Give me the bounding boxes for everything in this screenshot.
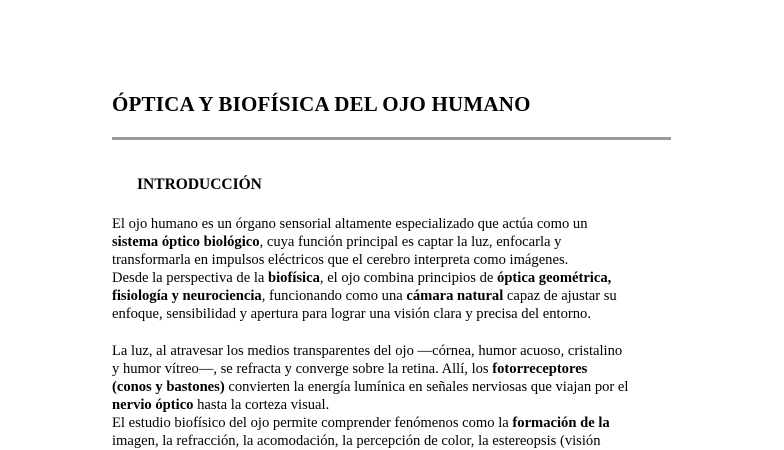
text-line: [112, 396, 692, 414]
text-line: [112, 287, 692, 305]
text-line: [112, 215, 692, 233]
paragraph-intro: [112, 215, 692, 323]
text-line: [112, 360, 692, 378]
text-line: [112, 305, 692, 323]
bold-term: biofísica: [268, 270, 320, 286]
bold-term: formación de la: [512, 415, 610, 431]
text-span: La luz, al atravesar los medios transparentes del ojo —córnea, humor acuoso, cristalino: [112, 343, 623, 359]
text-span: El estudio biofísico del ojo permite comprender fenómenos como la: [112, 415, 513, 431]
text-span: y humor vítreo—, se refracta y converge sobre la retina. Allí, los: [112, 361, 493, 377]
text-span: enfoque, sensibilidad y apertura para lograr una visión clara y precisa del entorno.: [112, 306, 591, 322]
text-line: [112, 432, 692, 450]
text-span: hasta la corteza visual.: [193, 397, 330, 413]
text-span: capaz de ajustar su: [503, 288, 617, 304]
bold-term: ,: [607, 270, 612, 286]
text-line: [112, 342, 692, 360]
paragraph-light: [112, 342, 692, 450]
title-divider: [112, 137, 671, 140]
text-line: [112, 233, 692, 251]
text-span: , el ojo combina principios de: [319, 270, 498, 286]
text-span: , cuya función principal es captar la luz, enfocarla y: [259, 234, 562, 250]
bold-term: (conos y bastones): [112, 379, 225, 395]
text-span: Desde la perspectiva de la: [112, 270, 268, 286]
text-line: [112, 269, 692, 287]
text-span: convierten la energía lumínica en señales nerviosas que viajan por el: [224, 379, 629, 395]
bold-term: sistema óptico biológico: [112, 234, 260, 250]
text-span: imagen, la refracción, la acomodación, la percepción de color, la estereopsis (visión: [112, 433, 601, 449]
text-line: [112, 251, 692, 269]
bold-term: nervio óptico: [112, 397, 194, 413]
text-line: [112, 414, 692, 432]
text-span: transformarla en impulsos eléctricos que el cerebro interpreta como imágenes.: [112, 252, 569, 268]
section-heading: INTRODUCCIÓN: [137, 176, 262, 193]
bold-term: fisiología y neurociencia: [112, 288, 262, 304]
text-line: [112, 378, 692, 396]
bold-term: cámara natural: [406, 288, 504, 304]
text-span: , funcionando como una: [261, 288, 407, 304]
bold-term: fotorreceptores: [492, 361, 588, 377]
text-span: El ojo humano es un órgano sensorial altamente especializado que actúa como un: [112, 216, 588, 232]
bold-term: óptica geométrica: [497, 270, 608, 286]
document-title: ÓPTICA Y BIOFÍSICA DEL OJO HUMANO: [112, 92, 531, 116]
